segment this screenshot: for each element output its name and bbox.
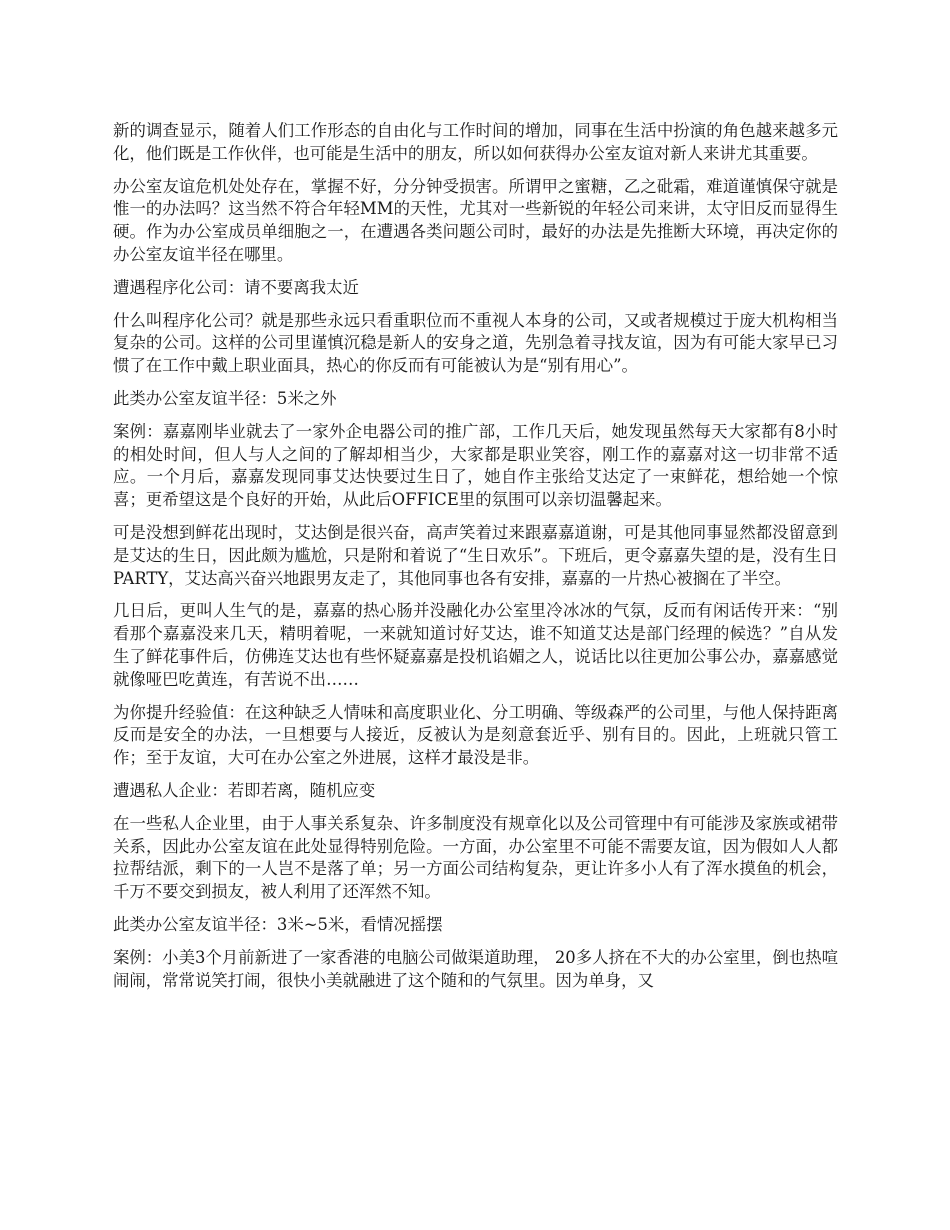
paragraph-intro: 新的调查显示，随着人们工作形态的自由化与工作时间的增加，同事在生活中扮演的角色越来越多元化，他们既是工作伙伴，也可能是生活中的朋友，所以如何获得办公室友谊对新人来讲尤其重要。 xyxy=(113,121,838,163)
paragraph-case-xiaomei: 案例：小美3个月前新进了一家香港的电脑公司做渠道助理， 20多人挤在不大的办公室里，倒也热喧闹闹，常常说笑打闹，很快小美就融进了这个随和的气氛里。因为单身，又 xyxy=(113,947,838,990)
section-heading-programmatic-company: 遭遇程序化公司：请不要离我太近 xyxy=(113,277,359,297)
subheading-friendship-radius-5m: 此类办公室友谊半径：5米之外 xyxy=(113,388,337,408)
paragraph-gossip: 几日后，更叫人生气的是，嘉嘉的热心肠并没融化办公室里冷冰冰的气氛，反而有闲话传开来：“别看那个嘉嘉没来几天，精明着呢，一来就知道讨好艾达，谁不知道艾达是部门经理的候选？”自从发生了鲜花事件后，仿佛连艾达也有些怀疑嘉嘉是投机谄媚之人，说话比以往更加公事公办，嘉嘉感觉就像哑巴吃黄连，有苦说不出…… xyxy=(113,601,838,689)
document-body xyxy=(113,120,838,1002)
paragraph-experience-tip: 为你提升经验值：在这种缺乏人情味和高度职业化、分工明确、等级森严的公司里，与他人保持距离反而是安全的办法，一旦想要与人接近，反被认为是刻意套近乎、别有目的。因此，上班就只管工作；至于友谊，大可在办公室之外进展，这样才最没是非。 xyxy=(113,702,838,768)
paragraph-private-enterprise: 在一些私人企业里，由于人事关系复杂、许多制度没有规章化以及公司管理中有可能涉及家族或裙带关系，因此办公室友谊在此处显得特别危险。一方面，办公室里不可能不需要友谊，因为假如人人都拉帮结派，剩下的一人岂不是落了单；另一方面公司结构复杂，更让许多小人有了浑水摸鱼的机会，千万不要交到损友，被人利用了还浑然不知。 xyxy=(113,813,838,902)
subheading-friendship-radius-3-5m: 此类办公室友谊半径：3米~5米，看情况摇摆 xyxy=(113,914,443,934)
paragraph-case-jiajia: 案例：嘉嘉刚毕业就去了一家外企电器公司的推广部，工作几天后，她发现虽然每天大家都有8小时的相处时间，但人与人之间的了解却相当少，大家都是职业笑容，刚工作的嘉嘉对这一切非常不适应。一个月后，嘉嘉发现同事艾达快要过生日了，她自作主张给艾达定了一束鲜花，想给她一个惊喜；更希望这是个良好的开始，从此后OFFICE里的氛围可以亲切温馨起来。 xyxy=(113,421,838,510)
section-heading-private-enterprise: 遭遇私人企业：若即若离，随机应变 xyxy=(113,780,376,800)
paragraph-office-friendship-crisis: 办公室友谊危机处处存在，掌握不好，分分钟受损害。所谓甲之蜜糖，乙之砒霜，难道谨慎保守就是惟一的办法吗？这当然不符合年轻MM的天性，尤其对一些新锐的年轻公司来讲，太守旧反而显得生硬。作为办公室成员单细胞之一，在遭遇各类问题公司时，最好的办法是先推断大环境，再决定你的办公室友谊半径在哪里。 xyxy=(113,176,838,264)
paragraph-programmatic-company: 什么叫程序化公司？就是那些永远只看重职位而不重视人本身的公司，又或者规模过于庞大机构相当复杂的公司。这样的公司里谨慎沉稳是新人的安身之道，先别急着寻找友谊，因为有可能大家早已习惯了在工作中戴上职业面具，热心的你反而有可能被认为是“别有用心”。 xyxy=(113,310,838,376)
paragraph-flowers: 可是没想到鲜花出现时，艾达倒是很兴奋，高声笑着过来跟嘉嘉道谢，可是其他同事显然都没留意到是艾达的生日，因此颇为尴尬，只是附和着说了“生日欢乐”。下班后，更令嘉嘉失望的是，没有生日PARTY，艾达高兴奋兴地跟男友走了，其他同事也各有安排，嘉嘉的一片热心被搁在了半空。 xyxy=(113,522,838,588)
